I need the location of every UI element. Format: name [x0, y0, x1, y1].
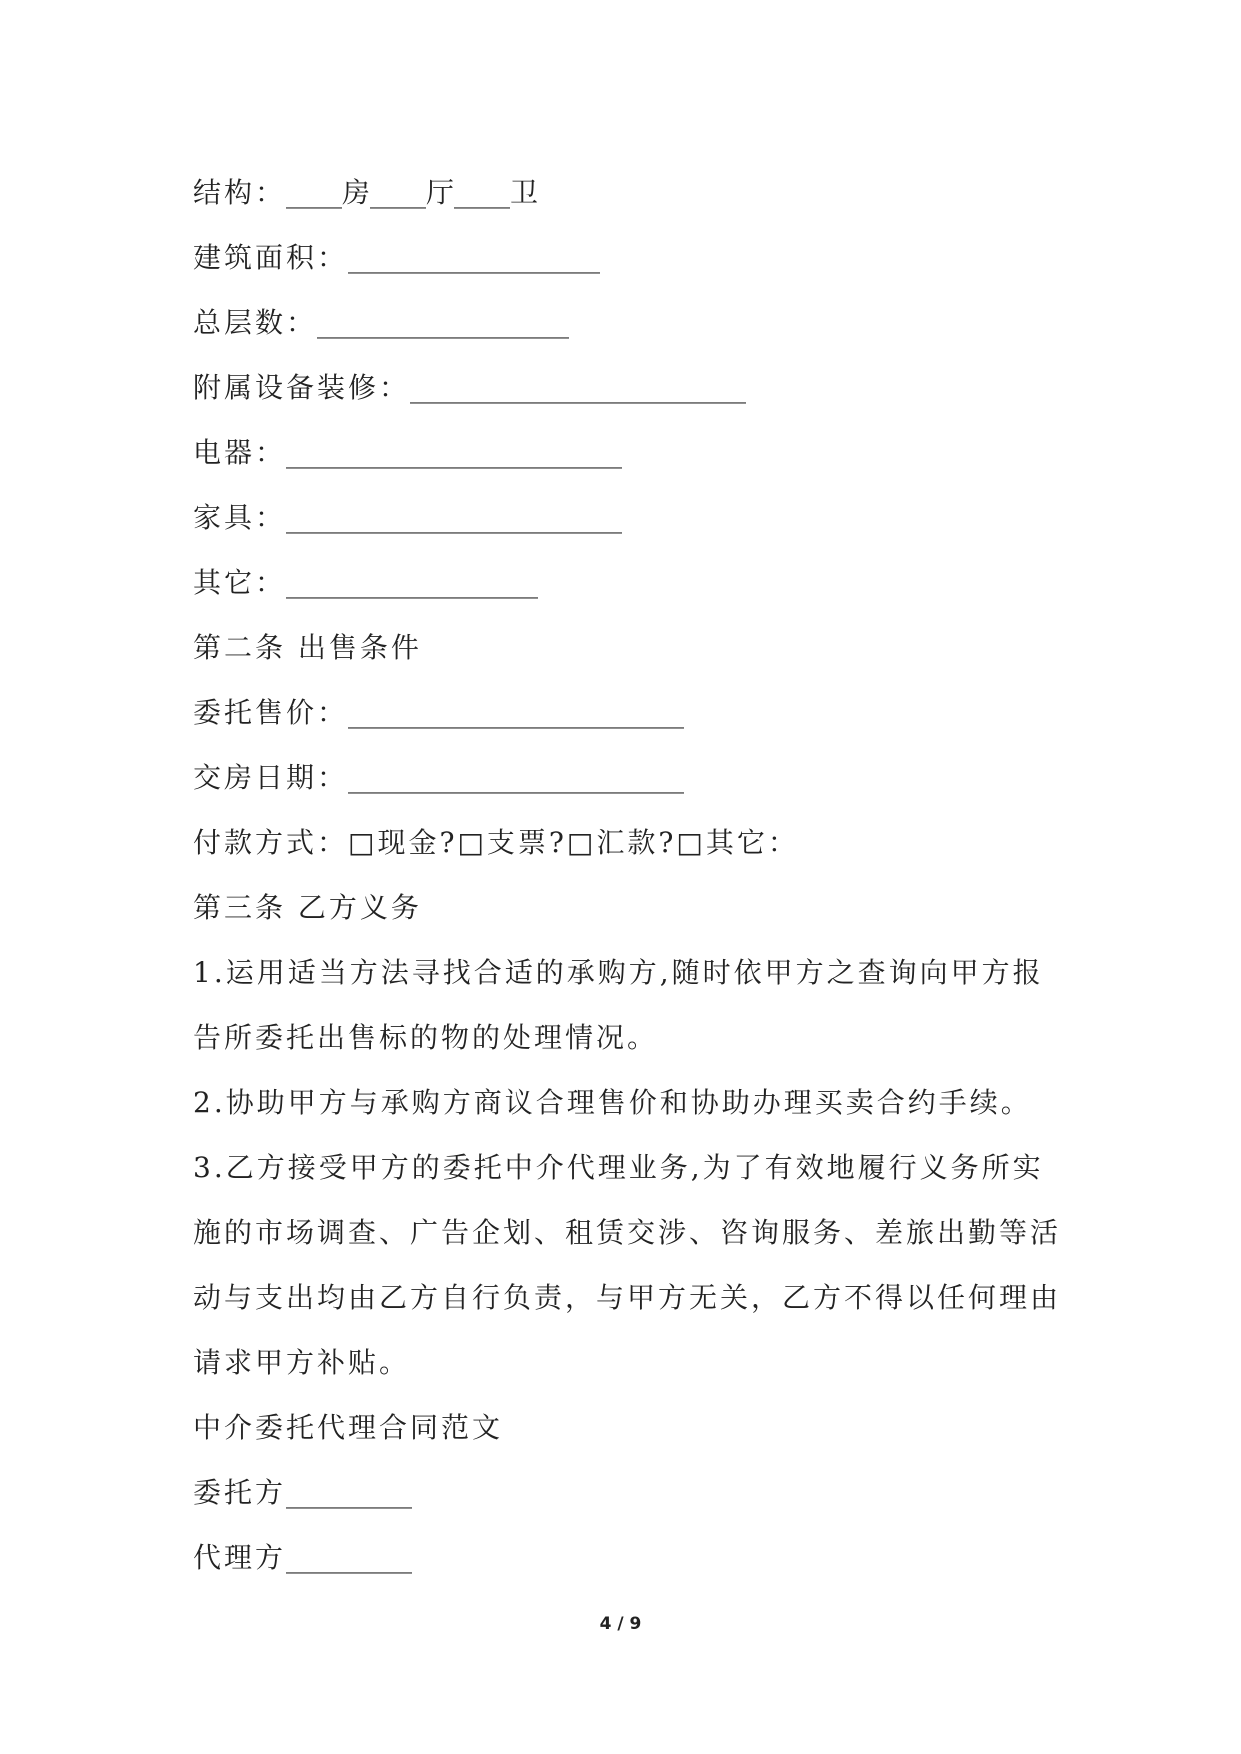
fixtures-line	[193, 355, 1073, 420]
contract-title: 中介委托代理合同范文	[193, 1411, 504, 1444]
appliances-label: 电器：	[193, 436, 287, 469]
building-area-blank: __________________	[348, 241, 601, 274]
other-label: 其它：	[193, 566, 287, 599]
structure-blank: ____房____厅____卫	[286, 176, 539, 209]
section2-heading: 第二条 出售条件	[193, 631, 422, 664]
building-area-label: 建筑面积：	[193, 241, 349, 274]
total-floors-label: 总层数：	[193, 306, 318, 339]
other-line	[193, 550, 1073, 615]
handover-date-line	[193, 745, 1073, 810]
appliances-blank: ________________________	[286, 436, 623, 469]
principal-blank: _________	[286, 1476, 413, 1509]
payment-method-line: 付款方式：□现金?□支票?□汇款?□其它：	[193, 826, 799, 859]
structure-label: 结构：	[193, 176, 287, 209]
appliances-line	[193, 420, 1073, 485]
handover-date-blank: ________________________	[348, 761, 685, 794]
asking-price-blank: ________________________	[348, 696, 685, 729]
obligation-item: 1.运用适当方法寻找合适的承购方,随时依甲方之查询向甲方报告所委托出售标的物的处理情况。	[193, 956, 1044, 1054]
structure-line	[193, 160, 1073, 225]
other-blank: __________________	[286, 566, 539, 599]
furniture-line	[193, 485, 1073, 550]
principal-line	[193, 1460, 1073, 1525]
section3-heading: 第三条 乙方义务	[193, 891, 422, 924]
obligation-item: 3.乙方接受甲方的委托中介代理业务,为了有效地履行义务所实施的市场调查、广告企划、租赁交涉、咨询服务、差旅出勤等活动与支出均由乙方自行负责，与甲方无关，乙方不得以任何理由请求甲方补贴。	[193, 1151, 1062, 1379]
furniture-blank: ________________________	[286, 501, 623, 534]
furniture-label: 家具：	[193, 501, 287, 534]
principal-label: 委托方	[193, 1476, 287, 1509]
agent-label: 代理方	[193, 1541, 287, 1574]
total-floors-line	[193, 290, 1073, 355]
agent-blank: _________	[286, 1541, 413, 1574]
handover-date-label: 交房日期：	[193, 761, 349, 794]
asking-price-label: 委托售价：	[193, 696, 349, 729]
fixtures-label: 附属设备装修：	[193, 371, 411, 404]
total-floors-blank: __________________	[317, 306, 570, 339]
agent-line	[193, 1525, 1073, 1590]
page-number: 4 / 9	[599, 1614, 642, 1634]
obligation-item: 2.协助甲方与承购方商议合理售价和协助办理买卖合约手续。	[193, 1086, 1032, 1119]
building-area-line	[193, 225, 1073, 290]
fixtures-blank: ________________________	[410, 371, 747, 404]
document-body	[193, 160, 1073, 1590]
asking-price-line	[193, 680, 1073, 745]
